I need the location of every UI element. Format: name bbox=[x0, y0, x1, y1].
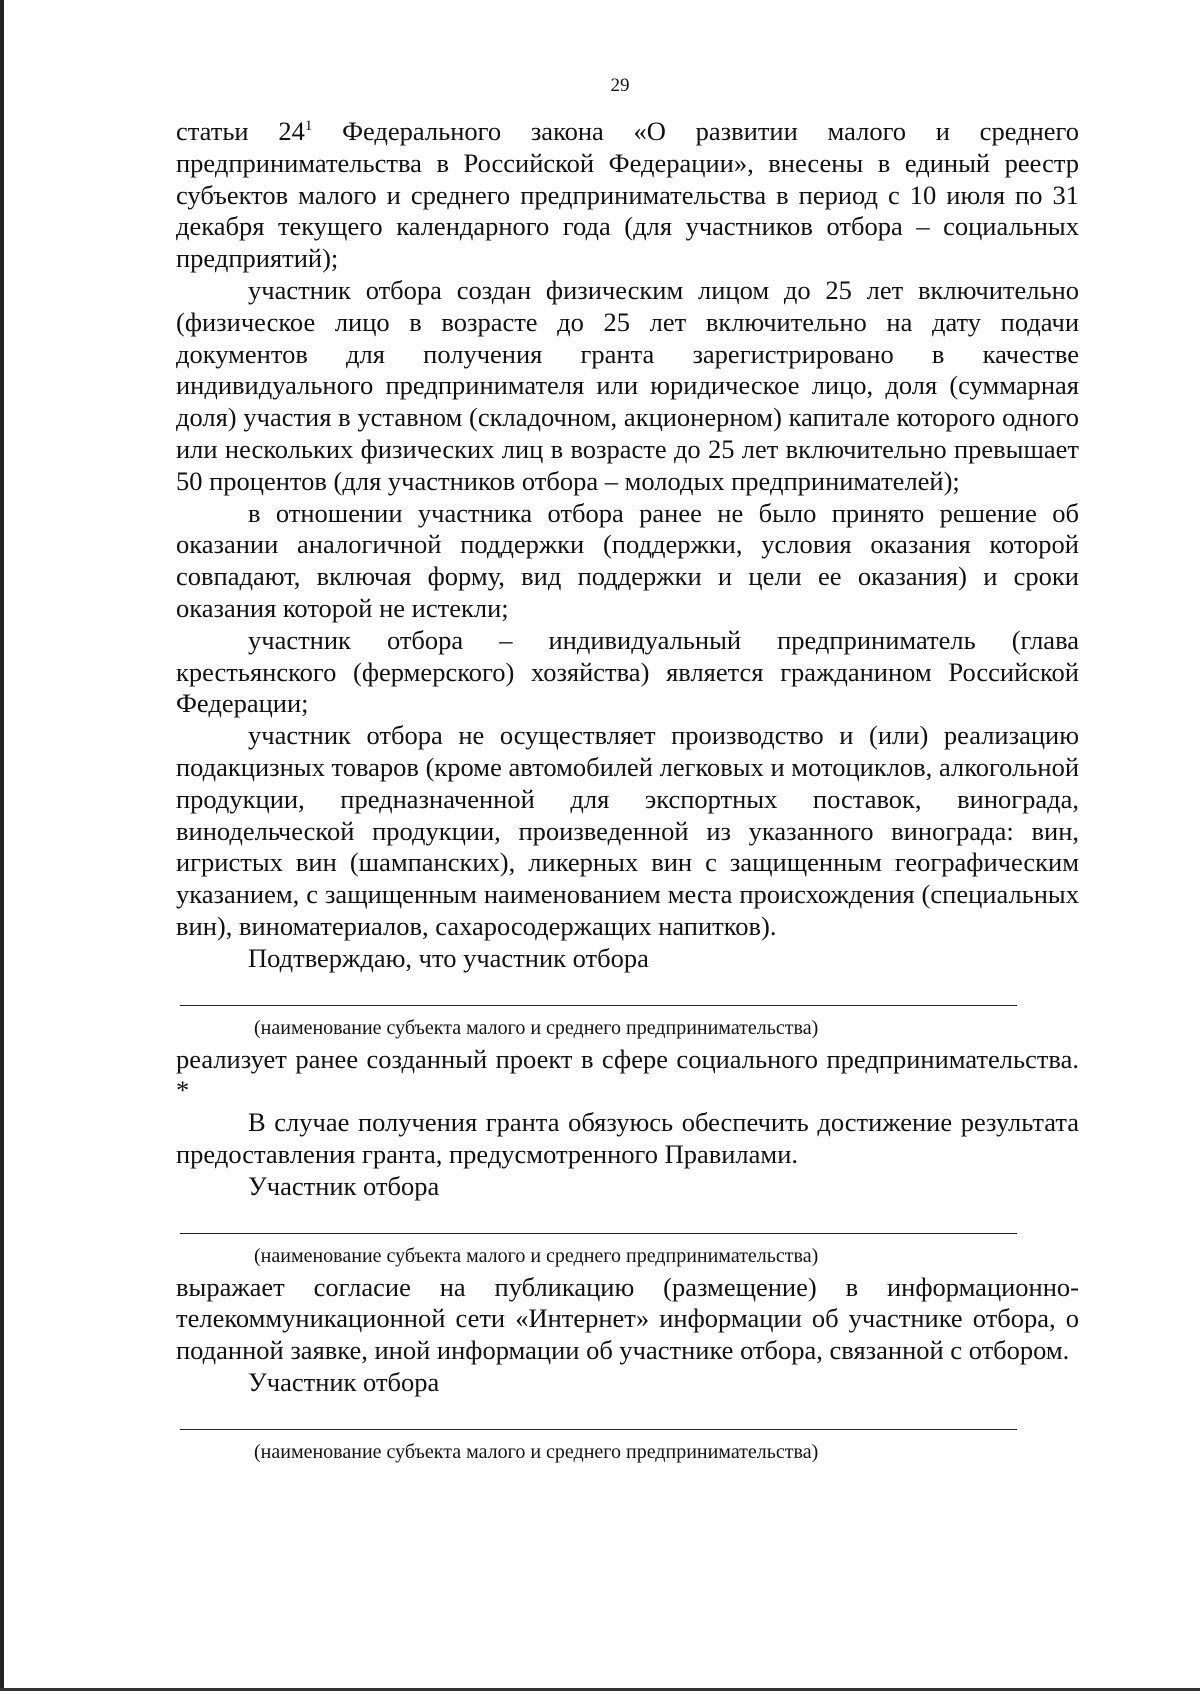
signature-line-2 bbox=[180, 1203, 1017, 1234]
signature-caption-2: (наименование субъекта малого и среднего предпринимательства) bbox=[254, 1244, 819, 1267]
paragraph-8: В случае получения гранта обязуюсь обеспечить достижение результата предоставления гранта, предусмотренного Правилами. bbox=[176, 1107, 1079, 1169]
paragraph-4: участник отбора – индивидуальный предприниматель (глава крестьянского (фермерского) хозяйства) является гражданином Российской Федерации; bbox=[176, 624, 1079, 719]
page-number: 29 bbox=[610, 75, 630, 96]
paragraph-2: участник отбора создан физическим лицом до 25 лет включительно (физическое лицо в возрасте до 25 лет включительно на дату подачи документов для получения гранта зарегистрировано в качестве индивидуального предпринимателя или юридическое лицо, доля (суммарная доля) участия в уставном (складочном, акционерном) капитале которого одного или нескольких физических лиц в возрасте до 25 лет включительно превышает 50 процентов (для участников отбора – молодых предпринимателей); bbox=[176, 274, 1079, 496]
signature-block-2 bbox=[176, 1203, 1079, 1268]
signature-block-1 bbox=[176, 975, 1079, 1040]
paragraph-7: реализует ранее созданный проект в сфере социального предпринимательства. * bbox=[176, 1043, 1079, 1106]
signature-line-3 bbox=[180, 1399, 1017, 1430]
paragraph-3: в отношении участника отбора ранее не было принято решение об оказании аналогичной поддержки (поддержки, условия оказания которой совпадают, включая форму, вид поддержки и цели ее оказания) и сроки оказания которой не истекли; bbox=[176, 497, 1079, 623]
paragraph-5: участник отбора не осуществляет производство и (или) реализацию подакцизных товаров (кроме автомобилей легковых и мотоциклов, алкогольной продукции, предназначенной для экспортных поставок, винограда, винодельческой продукции, произведенной из указанного винограда: вин, игристых вин (шампанских), ликерных вин с защищенным географическим указанием, с защищенным наименованием места происхождения (специальных вин), виноматериалов, сахаросодержащих напитков). bbox=[176, 720, 1079, 941]
signature-block-3 bbox=[176, 1399, 1079, 1464]
confirmation-lead: Подтверждаю, что участник отбора bbox=[248, 942, 649, 973]
superscript: 1 bbox=[304, 118, 313, 135]
scan-edge-left bbox=[0, 0, 4, 1691]
document-body bbox=[176, 116, 1079, 1468]
participant-lead-2: Участник отбора bbox=[248, 1366, 440, 1397]
signature-caption-1: (наименование субъекта малого и среднего предпринимательства) bbox=[254, 1016, 819, 1039]
participant-lead-1: Участник отбора bbox=[248, 1170, 440, 1201]
signature-line-1 bbox=[180, 975, 1017, 1006]
paragraph-10: выражает согласие на публикацию (размещение) в информационно-телекоммуникационной сети «Интернет» информации об участнике отбора, о поданной заявке, иной информации об участнике отбора, связанной с отбором. bbox=[176, 1271, 1079, 1366]
paragraph-1: статьи $24^1$ Федерального закона «О развитии малого и среднего предпринимательства в Российской Федерации», внесены в единый реестр субъектов малого и среднего предпринимательства в период с 10 июля по 31 декабря текущего календарного года (для участников отбора – социальных предприятий); bbox=[176, 116, 1079, 274]
signature-caption-3: (наименование субъекта малого и среднего предпринимательства) bbox=[254, 1440, 819, 1463]
